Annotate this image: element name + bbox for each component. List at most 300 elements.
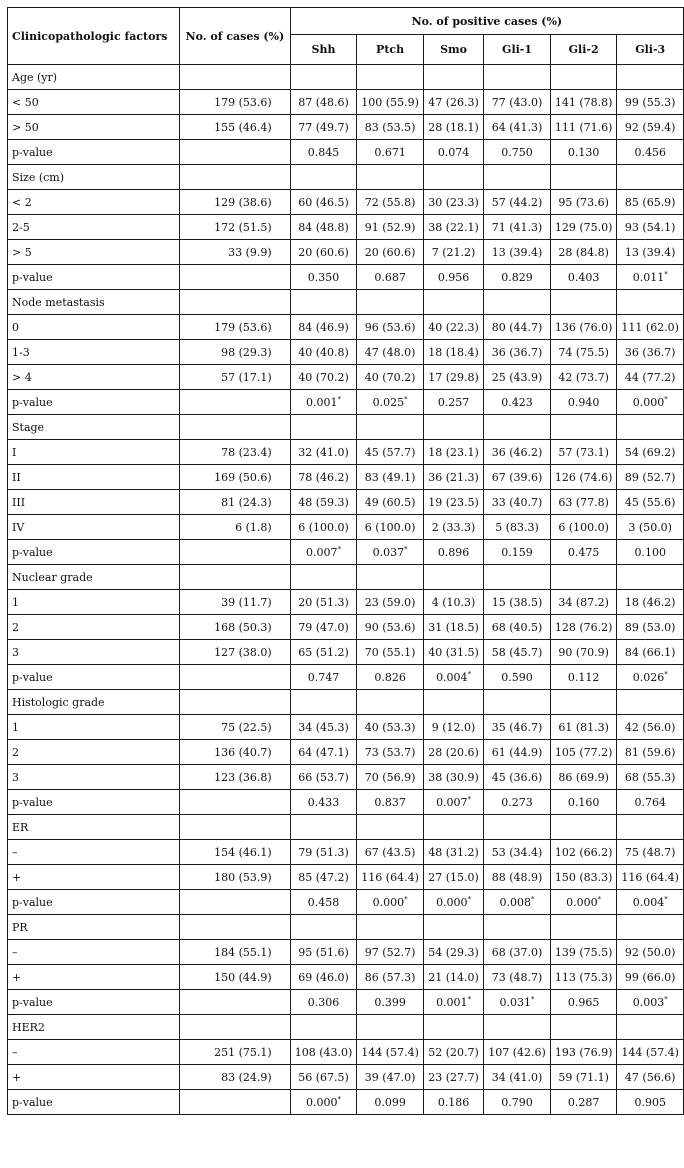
section-label: Node metastasis [8, 290, 180, 315]
value-cell: 70 (55.1) [357, 640, 424, 665]
section-label: HER2 [8, 1015, 180, 1040]
cases-cell: 172 (51.5) [180, 215, 291, 240]
p-value-cell [290, 1090, 357, 1115]
p-value-cell [423, 1090, 483, 1115]
p-value: 0.790 [501, 1095, 533, 1109]
empty-cell [180, 390, 291, 415]
value-cell: 69 (46.0) [290, 965, 357, 990]
p-value: 0.074 [437, 145, 470, 159]
value-cell: 48 (59.3) [290, 490, 357, 515]
empty-cell [357, 415, 424, 440]
value-cell: 38 (22.1) [423, 215, 483, 240]
p-value-cell [357, 140, 424, 165]
p-value-cell [617, 265, 684, 290]
value-cell: 20 (60.6) [357, 240, 424, 265]
value-cell: 74 (75.5) [550, 340, 617, 365]
value-cell: 86 (69.9) [550, 765, 617, 790]
value-cell: 77 (49.7) [290, 115, 357, 140]
empty-cell [357, 690, 424, 715]
p-value-cell [550, 890, 617, 915]
p-value-cell [617, 890, 684, 915]
value-cell: 139 (75.5) [550, 940, 617, 965]
factor-header: Clinicopathologic factors [8, 8, 180, 65]
p-value-label: p-value [8, 1090, 180, 1115]
value-cell: 113 (75.3) [550, 965, 617, 990]
empty-cell [550, 165, 617, 190]
value-cell: 84 (66.1) [617, 640, 684, 665]
p-value-cell [617, 790, 684, 815]
table-row [8, 240, 684, 265]
cases-cell: 98 (29.3) [180, 340, 291, 365]
p-value-cell [484, 140, 551, 165]
p-value: 0.000 [436, 895, 468, 909]
row-label: + [8, 965, 180, 990]
row-label: 2 [8, 615, 180, 640]
p-value: 0.671 [374, 145, 406, 159]
empty-cell [550, 565, 617, 590]
empty-cell [423, 915, 483, 940]
p-value-cell [550, 265, 617, 290]
p-value-cell [617, 1090, 684, 1115]
p-value-cell [617, 540, 684, 565]
value-cell: 13 (39.4) [617, 240, 684, 265]
empty-cell [550, 690, 617, 715]
empty-cell [357, 290, 424, 315]
p-value: 0.159 [501, 545, 533, 559]
p-value: 0.433 [307, 795, 340, 809]
p-value-cell [290, 890, 357, 915]
section-row [8, 565, 684, 590]
p-value-cell [550, 665, 617, 690]
p-value-cell [550, 540, 617, 565]
p-value-cell [357, 390, 424, 415]
table-row [8, 190, 684, 215]
row-label: > 4 [8, 365, 180, 390]
cases-cell: 78 (23.4) [180, 440, 291, 465]
value-cell: 107 (42.6) [484, 1040, 551, 1065]
empty-cell [423, 690, 483, 715]
value-cell: 2 (33.3) [423, 515, 483, 540]
value-cell: 31 (18.5) [423, 615, 483, 640]
section-row [8, 690, 684, 715]
table-row [8, 590, 684, 615]
section-label: PR [8, 915, 180, 940]
empty-cell [180, 815, 291, 840]
p-value: 0.287 [567, 1095, 600, 1109]
row-label: I [8, 440, 180, 465]
value-cell: 68 (37.0) [484, 940, 551, 965]
p-value: 0.306 [307, 995, 340, 1009]
p-value: 0.008 [499, 895, 532, 909]
p-value: 0.826 [374, 670, 406, 684]
value-cell: 99 (66.0) [617, 965, 684, 990]
empty-cell [290, 65, 357, 90]
value-cell: 93 (54.1) [617, 215, 684, 240]
value-cell: 34 (41.0) [484, 1065, 551, 1090]
cases-cell: 155 (46.4) [180, 115, 291, 140]
empty-cell [423, 1015, 483, 1040]
cases-cell: 136 (40.7) [180, 740, 291, 765]
p-value: 0.031 [499, 995, 532, 1009]
empty-cell [550, 1015, 617, 1040]
p-value-cell [290, 540, 357, 565]
value-cell: 141 (78.8) [550, 90, 617, 115]
cases-cell: 179 (53.6) [180, 315, 291, 340]
cases-cell: 57 (17.1) [180, 365, 291, 390]
value-cell: 87 (48.6) [290, 90, 357, 115]
p-value-cell [550, 390, 617, 415]
p-value-row [8, 540, 684, 565]
p-value-cell [357, 265, 424, 290]
table-row [8, 90, 684, 115]
value-cell: 15 (38.5) [484, 590, 551, 615]
p-value-cell [357, 790, 424, 815]
empty-cell [484, 65, 551, 90]
value-cell: 90 (53.6) [357, 615, 424, 640]
cases-cell: 154 (46.1) [180, 840, 291, 865]
positive-cases-header: No. of positive cases (%) [290, 8, 683, 35]
value-cell: 21 (14.0) [423, 965, 483, 990]
clinicopathologic-table [7, 7, 684, 1115]
row-label: – [8, 840, 180, 865]
row-label: 3 [8, 765, 180, 790]
p-value-cell [423, 390, 483, 415]
row-label: 0 [8, 315, 180, 340]
value-cell: 89 (52.7) [617, 465, 684, 490]
row-label: < 2 [8, 190, 180, 215]
value-cell: 6 (100.0) [550, 515, 617, 540]
empty-cell [180, 540, 291, 565]
value-cell: 45 (57.7) [357, 440, 424, 465]
value-cell: 128 (76.2) [550, 615, 617, 640]
significance-mark: * [467, 794, 472, 803]
value-cell: 58 (45.7) [484, 640, 551, 665]
p-value: 0.130 [567, 145, 600, 159]
cases-header: No. of cases (%) [180, 8, 291, 65]
p-value-cell [290, 990, 357, 1015]
table-row [8, 515, 684, 540]
empty-cell [617, 815, 684, 840]
table-row [8, 715, 684, 740]
value-cell: 42 (56.0) [617, 715, 684, 740]
significance-mark: * [467, 669, 472, 678]
p-value: 0.186 [437, 1095, 470, 1109]
p-value-cell [484, 1090, 551, 1115]
significance-mark: * [664, 894, 668, 903]
table-row [8, 340, 684, 365]
value-cell: 144 (57.4) [617, 1040, 684, 1065]
empty-cell [180, 790, 291, 815]
significance-mark: * [337, 1094, 341, 1103]
value-cell: 23 (59.0) [357, 590, 424, 615]
value-cell: 71 (41.3) [484, 215, 551, 240]
value-cell: 84 (46.9) [290, 315, 357, 340]
value-cell: 54 (69.2) [617, 440, 684, 465]
value-cell: 18 (46.2) [617, 590, 684, 615]
p-value: 0.007 [306, 545, 338, 559]
section-row [8, 1015, 684, 1040]
p-value: 0.590 [501, 670, 533, 684]
section-row [8, 815, 684, 840]
p-value: 0.750 [501, 145, 533, 159]
value-cell: 95 (73.6) [550, 190, 617, 215]
p-value-cell [617, 990, 684, 1015]
cases-cell: 179 (53.6) [180, 90, 291, 115]
value-cell: 30 (23.3) [423, 190, 483, 215]
row-label: 2-5 [8, 215, 180, 240]
value-cell: 92 (59.4) [617, 115, 684, 140]
value-cell: 83 (53.5) [357, 115, 424, 140]
value-cell: 36 (36.7) [484, 340, 551, 365]
empty-cell [180, 565, 291, 590]
value-cell: 57 (44.2) [484, 190, 551, 215]
empty-cell [423, 565, 483, 590]
row-label: < 50 [8, 90, 180, 115]
value-cell: 53 (34.4) [484, 840, 551, 865]
empty-cell [290, 565, 357, 590]
empty-cell [290, 165, 357, 190]
p-value: 0.011 [632, 270, 665, 284]
p-value-cell [423, 265, 483, 290]
empty-cell [484, 565, 551, 590]
p-value: 0.896 [437, 545, 470, 559]
empty-cell [484, 415, 551, 440]
value-cell: 33 (40.7) [484, 490, 551, 515]
significance-mark: * [664, 269, 668, 278]
row-label: – [8, 940, 180, 965]
significance-mark: * [467, 894, 472, 903]
table-row [8, 740, 684, 765]
value-cell: 144 (57.4) [357, 1040, 424, 1065]
empty-cell [180, 915, 291, 940]
p-value-label: p-value [8, 665, 180, 690]
value-cell: 90 (70.9) [550, 640, 617, 665]
value-cell: 4 (10.3) [423, 590, 483, 615]
value-cell: 84 (48.8) [290, 215, 357, 240]
p-value-cell [290, 390, 357, 415]
value-cell: 67 (39.6) [484, 465, 551, 490]
p-value: 0.001 [436, 995, 468, 1009]
p-value: 0.099 [374, 1095, 406, 1109]
row-label: + [8, 1065, 180, 1090]
value-cell: 116 (64.4) [357, 865, 424, 890]
p-value: 0.000 [632, 395, 665, 409]
empty-cell [617, 65, 684, 90]
value-cell: 126 (74.6) [550, 465, 617, 490]
empty-cell [180, 690, 291, 715]
value-cell: 13 (39.4) [484, 240, 551, 265]
value-cell: 129 (75.0) [550, 215, 617, 240]
empty-cell [180, 265, 291, 290]
significance-mark: * [337, 544, 341, 553]
table-row [8, 490, 684, 515]
marker-header: Gli-2 [550, 35, 617, 65]
significance-mark: * [664, 394, 668, 403]
p-value: 0.456 [634, 145, 666, 159]
value-cell: 5 (83.3) [484, 515, 551, 540]
table-container [7, 7, 684, 1115]
row-label: 2 [8, 740, 180, 765]
row-label: II [8, 465, 180, 490]
value-cell: 28 (84.8) [550, 240, 617, 265]
p-value: 0.003 [632, 995, 665, 1009]
table-body [8, 65, 684, 1115]
empty-cell [357, 815, 424, 840]
row-label: + [8, 865, 180, 890]
value-cell: 34 (45.3) [290, 715, 357, 740]
empty-cell [617, 1015, 684, 1040]
value-cell: 92 (50.0) [617, 940, 684, 965]
value-cell: 91 (52.9) [357, 215, 424, 240]
p-value: 0.004 [632, 895, 665, 909]
significance-mark: * [404, 544, 408, 553]
empty-cell [617, 690, 684, 715]
value-cell: 34 (87.2) [550, 590, 617, 615]
empty-cell [357, 165, 424, 190]
row-label: III [8, 490, 180, 515]
section-label: Histologic grade [8, 690, 180, 715]
empty-cell [617, 165, 684, 190]
cases-cell: 127 (38.0) [180, 640, 291, 665]
empty-cell [484, 690, 551, 715]
p-value-row [8, 990, 684, 1015]
p-value-label: p-value [8, 265, 180, 290]
p-value: 0.837 [374, 795, 406, 809]
cases-cell: 184 (55.1) [180, 940, 291, 965]
table-row [8, 940, 684, 965]
empty-cell [423, 165, 483, 190]
marker-header: Ptch [357, 35, 424, 65]
value-cell: 7 (21.2) [423, 240, 483, 265]
cases-cell: 129 (38.6) [180, 190, 291, 215]
empty-cell [423, 415, 483, 440]
p-value-cell [484, 540, 551, 565]
value-cell: 59 (71.1) [550, 1065, 617, 1090]
empty-cell [617, 290, 684, 315]
value-cell: 52 (20.7) [423, 1040, 483, 1065]
p-value: 0.845 [307, 145, 340, 159]
cases-cell: 83 (24.9) [180, 1065, 291, 1090]
value-cell: 40 (40.8) [290, 340, 357, 365]
section-label: Age (yr) [8, 65, 180, 90]
cases-cell: 168 (50.3) [180, 615, 291, 640]
value-cell: 99 (55.3) [617, 90, 684, 115]
cases-cell: 75 (22.5) [180, 715, 291, 740]
empty-cell [617, 415, 684, 440]
value-cell: 60 (46.5) [290, 190, 357, 215]
p-value: 0.000 [306, 1095, 338, 1109]
significance-mark: * [337, 394, 341, 403]
p-value-label: p-value [8, 390, 180, 415]
cases-cell: 251 (75.1) [180, 1040, 291, 1065]
p-value: 0.399 [374, 995, 406, 1009]
p-value-cell [484, 890, 551, 915]
p-value: 0.004 [436, 670, 468, 684]
section-label: Nuclear grade [8, 565, 180, 590]
value-cell: 19 (23.5) [423, 490, 483, 515]
empty-cell [357, 1015, 424, 1040]
empty-cell [357, 65, 424, 90]
empty-cell [180, 890, 291, 915]
p-value-cell [423, 540, 483, 565]
cases-cell: 39 (11.7) [180, 590, 291, 615]
empty-cell [357, 915, 424, 940]
p-value: 0.007 [436, 795, 468, 809]
value-cell: 78 (46.2) [290, 465, 357, 490]
p-value-cell [357, 990, 424, 1015]
value-cell: 77 (43.0) [484, 90, 551, 115]
empty-cell [423, 815, 483, 840]
empty-cell [180, 990, 291, 1015]
table-row [8, 865, 684, 890]
p-value: 0.000 [372, 895, 405, 909]
p-value: 0.905 [634, 1095, 666, 1109]
p-value-cell [290, 140, 357, 165]
value-cell: 40 (70.2) [357, 365, 424, 390]
empty-cell [484, 915, 551, 940]
significance-mark: * [664, 994, 668, 1003]
p-value-cell [617, 140, 684, 165]
table-row [8, 115, 684, 140]
empty-cell [180, 665, 291, 690]
value-cell: 9 (12.0) [423, 715, 483, 740]
value-cell: 66 (53.7) [290, 765, 357, 790]
section-row [8, 915, 684, 940]
row-label: IV [8, 515, 180, 540]
value-cell: 67 (43.5) [357, 840, 424, 865]
value-cell: 49 (60.5) [357, 490, 424, 515]
p-value: 0.160 [567, 795, 600, 809]
p-value-cell [550, 790, 617, 815]
value-cell: 111 (71.6) [550, 115, 617, 140]
table-row [8, 1065, 684, 1090]
value-cell: 40 (53.3) [357, 715, 424, 740]
value-cell: 6 (100.0) [357, 515, 424, 540]
value-cell: 40 (22.3) [423, 315, 483, 340]
value-cell: 40 (31.5) [423, 640, 483, 665]
value-cell: 45 (55.6) [617, 490, 684, 515]
p-value: 0.000 [566, 895, 598, 909]
value-cell: 88 (48.9) [484, 865, 551, 890]
p-value: 0.965 [567, 995, 600, 1009]
value-cell: 96 (53.6) [357, 315, 424, 340]
value-cell: 65 (51.2) [290, 640, 357, 665]
p-value-row [8, 1090, 684, 1115]
p-value-cell [484, 790, 551, 815]
empty-cell [290, 1015, 357, 1040]
p-value-cell [357, 1090, 424, 1115]
value-cell: 136 (76.0) [550, 315, 617, 340]
value-cell: 64 (41.3) [484, 115, 551, 140]
empty-cell [180, 1015, 291, 1040]
value-cell: 47 (56.6) [617, 1065, 684, 1090]
p-value-row [8, 665, 684, 690]
marker-header: Shh [290, 35, 357, 65]
significance-mark: * [597, 894, 602, 903]
p-value: 0.037 [372, 545, 405, 559]
p-value-row [8, 390, 684, 415]
value-cell: 20 (60.6) [290, 240, 357, 265]
p-value: 0.764 [634, 795, 666, 809]
p-value-cell [617, 390, 684, 415]
p-value-label: p-value [8, 540, 180, 565]
p-value: 0.458 [307, 895, 340, 909]
value-cell: 36 (46.2) [484, 440, 551, 465]
empty-cell [180, 65, 291, 90]
p-value-label: p-value [8, 890, 180, 915]
empty-cell [180, 140, 291, 165]
value-cell: 72 (55.8) [357, 190, 424, 215]
